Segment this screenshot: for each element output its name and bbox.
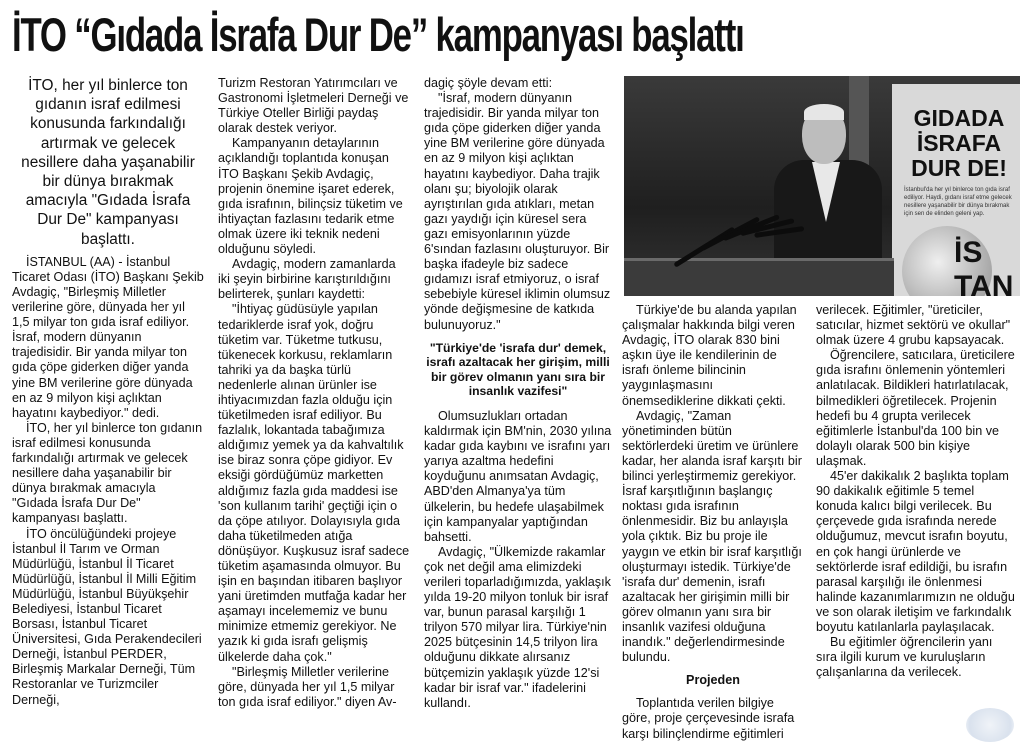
paragraph: "İsraf, modern dünyanın trajedisidir. Bir yanda milyar ton gıda çöpe giderken diğer yanda yine BM verilerine göre dünyada en az 9 milyon kişi açlıktan hayatını kaybediyor. Daha trajik olanı şu; biyolojik olarak ayrıştırılan gıda atıkları, metan gazı yaydığı için küresel sera gazı emisyonlarının yüzde 6'sından fazlasını oluşturuyor. Bir başka ifadeyle biz sadece gıdamızı israf etmiyoruz, o israf sebebiyle küresel iklimin olumsuz yönde değişmesine de katkıda bulunuyoruz.": [424, 91, 611, 332]
article-column-4: [622, 303, 804, 742]
paragraph: "Birleşmiş Milletler verilerine göre, dünyada her yıl 1,5 milyar ton gıda israf ediliyor." diyen Av-: [218, 664, 397, 709]
poster-title: GIDADA İSRAFA DUR DE!: [911, 105, 1007, 181]
lead-summary: İTO, her yıl binlerce ton gıdanın israf edilmesi konusunda farkındalığı artırmak ve gelecek nesillere daha yaşanabilir bir dünya bırakmak amacıyla "Gıdada İsrafa Dur De" kampanyası başlattı.: [21, 77, 195, 248]
article-column-3: [424, 76, 612, 711]
paragraph: Avdagiç, modern zamanlarda iki şeyin birbirine karıştırıldığını belirterek, şunları kaydetti:: [218, 257, 396, 302]
paragraph: Avdagiç, "Zaman yönetiminden bütün sektörlerdeki üretim ve ürünlere kadar, her alanda israf karşıtı bir bilinci yerleştirmemiz gerekiyor. İsraf karşıtlığının başlangıç noktası gıda israfının önlenmesidir. Biz bu anlayışla yola çıktık. Biz bu proje ile yaygın ve etkin bir israf karşıtlığı oluşturmayı istedik. Türkiye'de 'israfa dur' demenin, israfı azaltacak her girişimin milli bir görev olmanın yanı sıra bir insanlık vazifesi olduğuna inandık." değerlendirmesinde bulundu.: [622, 408, 802, 665]
paragraph: İTO öncülüğündeki projeye İstanbul İl Tarım ve Orman Müdürlüğü, İstanbul İl Ticaret Müdürlüğü, İstanbul İl Milli Eğitim Müdürlüğü, İstanbul Büyükşehir Belediyesi, İstanbul Ticaret Borsası, İstanbul Ticaret Üniversitesi, Gıda Perakendecileri Derneği, İstanbul PERDER, Birleşmiş Markalar Derneği, Tüm Restoranlar ve Turizmciler Derneği,: [12, 526, 202, 707]
paragraph: Avdagiç, "Ülkemizde rakamlar çok net değil ama elimizdeki verileri toparladığımızda, yaklaşık yılda 19-20 milyon tonluk bir israf var, bunun parasal karşılığı 1 trilyon 570 milyar lira. Türkiye'nin 2025 bütçesinin 14,5 trilyon lira olduğunu dikkate alırsanız bütçemizin yaklaşık yüzde 12'si kadar bir israf var." ifadelerini kullandı.: [424, 544, 611, 710]
article-column-5: [816, 303, 1016, 680]
article-photo: [624, 76, 1020, 296]
paragraph: 45'er dakikalık 2 başlıkta toplam 90 dakikalık eğitimle 5 temel konuda kalıcı bilgi verilecek. Bu çerçevede gıda israfında nerede olduğumuz, mevcut israfın boyutu, en çok hangi ürünlerde ve sektörlerde israf edildiği, bu israfın parasal karşılığı ile önlenmesi halinde kazanımlarımızın ne olduğu ve son olarak iletişim ve farkındalık boyutu katılanlarla paylaşılacak.: [816, 469, 1015, 634]
flag-shape: [849, 76, 869, 171]
paragraph: "İhtiyaç güdüsüyle yapılan tedariklerde israf yok, doğru tüketim var. Tüketme tutkusu, tükenecek korkusu, reklamların tahriki ya da başka türlü nedenlerle alınan ürünler ise ihtiyacımızdan fazla olduğu için tüketilmeden israf ediliyor. Bu fazlalık, lokantada tabağımıza aldığımız yemek ya da kahvaltılık ise biraz sonra çöpe gidiyor. Ev eksiği gördüğümüz marketten aldığımız fazla gıda maddesi ise 'son kullanım tarihi' geçtiği için o da çöpe atılıyor. Dolayısıyla gıda daha tüketilmeden atığa dönüşüyor. Kuşkusuz israf sadece tüketim aşamasında olmuyor. Bu işin en başından itibaren başlıyor yani üretimden mutfağa kadar her aşamayı incelememiz ve bunu minimize etmemiz gerekiyor. Ne yazık ki gıda israfı gelişmiş ülkelerde daha çok.": [218, 302, 410, 664]
paragraph: Olumsuzlukları ortadan kaldırmak için BM'nin, 2030 yılına kadar gıda kaybını ve israfını yarı yarıya azaltma hedefini koyduğunu anımsatan Avdagiç, ABD'den Almanya'ya tüm ülkelerin, bu hedefe ulaşabilmek için kampanyalar yaptığından bahsetti.: [424, 408, 612, 544]
poster-city-text: İS TAN: [954, 236, 1014, 296]
headline: İTO “Gıdada İsrafa Dur De” kampanyası başlattı: [12, 8, 744, 61]
paragraph: Türkiye'de bu alanda yapılan çalışmalar hakkında bilgi veren Avdagiç, İTO olarak 830 bini aşkın üye ile kendilerinin de israfı önleme bilincinin yaygınlaşmasını önemsediklerine dikkati çekti.: [622, 303, 797, 408]
paragraph: Toplantıda verilen bilgiye göre, proje çerçevesinde israfa karşı bilinçlendirme eğitimleri: [622, 696, 795, 741]
paragraph: Öğrencilere, satıcılara, üreticilere gıda israfını önlemenin yöntemleri anlatılacak. Bildikleri hatırlatılacak, bilmedikleri öğretilecek. Projenin hedefi bu 4 grupta verilecek eğitimlerle İstanbul'da 100 bin ve dolaylı olarak 500 bin kişiye ulaşmak.: [816, 348, 1015, 468]
section-subhead: Projeden: [686, 673, 740, 688]
logo-watermark-icon: [966, 708, 1014, 742]
paragraph: Kampanyanın detaylarının açıklandığı toplantıda konuşan İTO Başkanı Şekib Avdagiç, projenin önemine işaret ederek, gıda israfının, bilinçsiz tüketim ve ihtiyaçtan fazlasını tedarik etme olmak üzere iki teknik nedeni olduğunu söyledi.: [218, 136, 403, 257]
paragraph: Bu eğitimler öğrencilerin yanı sıra ilgili kurum ve kuruluşların çalışanlarına da verilecek.: [816, 635, 993, 680]
article-column-2: [218, 76, 410, 710]
paragraph: dagiç şöyle devam etti:: [424, 76, 553, 90]
article-column-1: [12, 76, 204, 708]
pull-quote: "Türkiye'de 'israfa dur' demek, israfı azaltacak her girişim, milli bir görev olmanın yanı sıra bir insanlık vazifesi": [426, 340, 610, 399]
paragraph: verilecek. Eğitimler, "üreticiler, satıcılar, hizmet sektörü ve okullar" olmak üzere 4 grubu kapsayacak.: [816, 303, 1011, 348]
paragraph: İSTANBUL (AA) - İstanbul Ticaret Odası (İTO) Başkanı Şekib Avdagiç, "Birleşmiş Milletler verilerine göre, dünyada her yıl 1,5 milyar ton gıda israf ediliyor. İsraf, modern dünyanın trajedisidir. Bir yanda milyar ton gıda çöpe giderken diğer yanda yine BM verilerine göre dünyada en az 9 milyon kişi açlıktan hayatını kaybediyor." dedi.: [12, 254, 204, 420]
paragraph: İTO, her yıl binlerce ton gıdanın israf edilmesi konusunda farkındalığı artırmak ve gelecek nesillere daha yaşanabilir bir dünya bırakmak amacıyla "Gıdada İsrafa Dur De" kampanyası başlattı.: [12, 420, 203, 526]
podium: [624, 258, 894, 296]
speaker-hair: [804, 104, 844, 120]
paragraph: Turizm Restoran Yatırımcıları ve Gastronomi İşletmeleri Derneği ve Türkiye Oteller Birliği paydaş olarak destek veriyor.: [218, 76, 409, 136]
poster-caption: İstanbul'da her yıl binlerce ton gıda israf ediliyor. Haydi, gıdanı israf etme gelecek nesillere yaşanabilir bir dünya bırakmak için sen de elinden geleni yap.: [904, 187, 1012, 217]
